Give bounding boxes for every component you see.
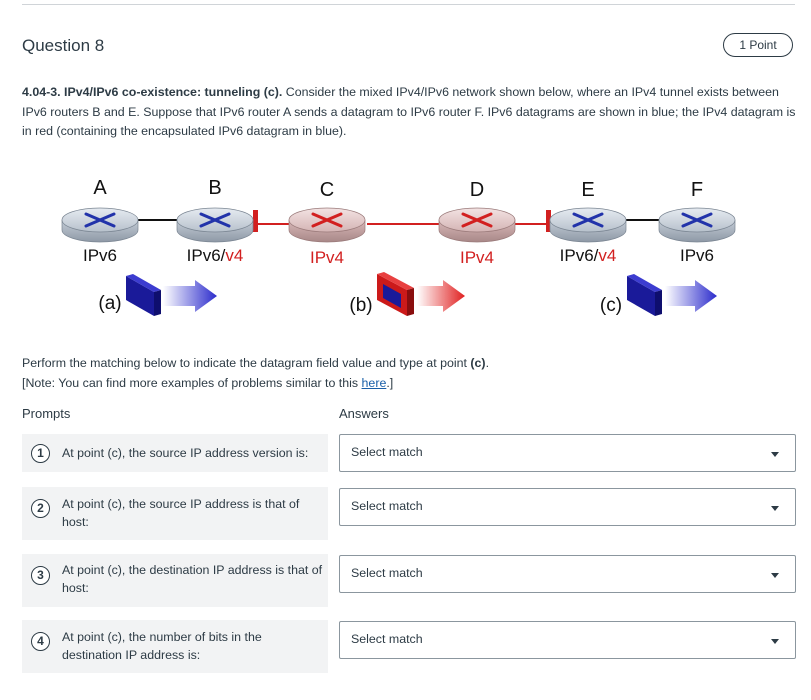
- router-type-b: IPv6/v4: [186, 246, 244, 265]
- router-type-e: IPv6/v4: [559, 246, 617, 265]
- question-title: Question 8: [22, 36, 105, 55]
- top-divider: [22, 4, 795, 5]
- answer-select-3-value: Select match: [351, 566, 423, 580]
- router-f: [659, 208, 735, 242]
- answer-select-1-value: Select match: [351, 445, 423, 459]
- prompts-header: Prompts: [22, 406, 71, 421]
- router-letter-b: B: [208, 177, 222, 199]
- prompt-item-3: [22, 554, 328, 607]
- caret-down-icon: [771, 573, 779, 578]
- prompt-text-3: At point (c), the destination IP address is that of host:: [62, 563, 323, 595]
- answer-select-4-value: Select match: [351, 632, 423, 646]
- prompt-number-3: 3: [31, 566, 50, 585]
- prompt-number-2: 2: [31, 499, 50, 518]
- datagram-b-ipv4: [377, 272, 465, 316]
- router-e: [550, 208, 626, 242]
- answer-select-4[interactable]: [339, 621, 796, 659]
- router-type-c: IPv4: [309, 248, 345, 267]
- question-text: [22, 83, 797, 142]
- router-type-f: IPv6: [679, 246, 715, 265]
- router-letter-c: C: [319, 179, 335, 201]
- prompt-number-4: 4: [31, 632, 50, 651]
- tunneling-diagram: [55, 170, 755, 330]
- answer-select-2[interactable]: [339, 488, 796, 526]
- point-label-a: (a): [98, 293, 122, 314]
- prompt-text-4: At point (c), the number of bits in the destination IP address is:: [62, 630, 262, 662]
- tunnel-endpoint-b: [253, 210, 258, 232]
- router-a: [62, 208, 138, 242]
- prompt-item-1: [22, 434, 328, 472]
- router-type-a: IPv6: [82, 246, 118, 265]
- answer-select-2-value: Select match: [351, 499, 423, 513]
- datagram-a-ipv6: [126, 274, 217, 316]
- question-heading: 4.04-3. IPv4/IPv6 co-existence: tunneling (c).: [22, 85, 283, 99]
- answer-select-3[interactable]: [339, 555, 796, 593]
- answer-select-1[interactable]: [339, 434, 796, 472]
- points-badge: 1 Point: [723, 33, 793, 57]
- router-letter-a: A: [93, 177, 107, 199]
- router-letter-e: E: [581, 179, 595, 201]
- question-body: Consider the mixed IPv4/IPv6 network shown below, where an IPv4 tunnel exists between IPv6 routers B and E. Suppose that IPv6 router A sends a datagram to IPv6 router F. IPv6 datagrams are shown in blue; the IPv4 datagram is in red (containing the encapsulated IPv6 datagram in blue).: [22, 85, 796, 138]
- point-label-b: (b): [349, 295, 373, 316]
- router-type-d: IPv4: [459, 248, 495, 267]
- point-label-c: (c): [599, 295, 623, 316]
- router-c: [289, 208, 365, 242]
- router-letter-f: F: [690, 179, 704, 201]
- router-letter-d: D: [469, 179, 485, 201]
- examples-link[interactable]: here: [361, 376, 387, 390]
- router-b: [177, 208, 253, 242]
- prompt-text-1: At point (c), the source IP address version is:: [62, 446, 309, 460]
- answers-header: Answers: [339, 406, 389, 421]
- instructions-line-1: Perform the matching below to indicate the datagram field value and type at point (c).: [22, 356, 490, 370]
- prompt-item-2: [22, 487, 328, 540]
- caret-down-icon: [771, 452, 779, 457]
- prompt-number-1: 1: [31, 444, 50, 463]
- router-d: [439, 208, 515, 242]
- datagram-c-ipv6: [627, 274, 717, 316]
- instructions-line-2: [Note: You can find more examples of problems similar to this here.]: [22, 376, 394, 390]
- caret-down-icon: [771, 639, 779, 644]
- prompt-text-2: At point (c), the source IP address is that of host:: [62, 497, 300, 529]
- prompt-item-4: [22, 620, 328, 673]
- caret-down-icon: [771, 506, 779, 511]
- instructions: [22, 353, 782, 393]
